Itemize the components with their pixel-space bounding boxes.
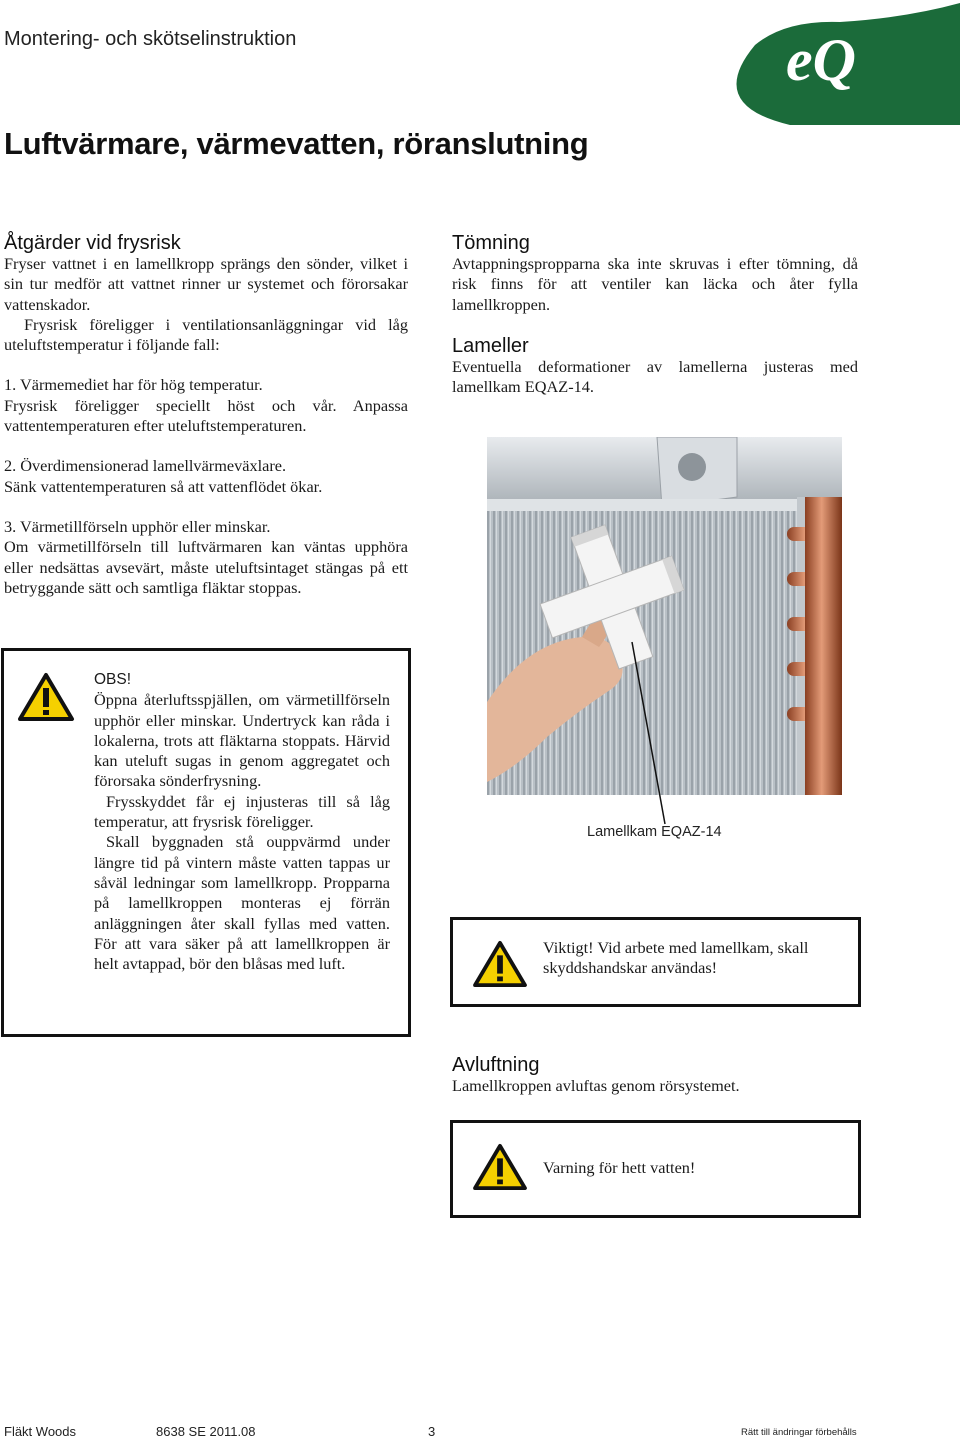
warning-triangle-icon [17, 672, 75, 722]
footer-rights: Rätt till ändringar förbehålls [741, 1427, 857, 1438]
obs-paragraph-3: Skall byggnaden stå ouppvärmd under längre tid på vintern måste vatten tappas ur såväl ledningar som lamellkropp. Propparna på lamellkroppen monteras ej förrän anläggningen åter skall fyllas med vatten. För att vara säker på att lamellkroppen är helt avtappad, bör den blåsas med luft. [94, 832, 390, 974]
frysrisk-item-1-title: 1. Värmemediet har för hög temperatur. [4, 375, 263, 395]
obs-text-block [94, 670, 390, 974]
varning-text-block [543, 1158, 843, 1178]
frysrisk-paragraph-1: Fryser vattnet i en lamellkropp sprängs den sönder, vilket i sin tur medför att vattnet rinner ur systemet och förorsakar vattenskador. [4, 254, 408, 314]
obs-label: OBS! [94, 671, 132, 688]
page-title: Luftvärmare, värmevatten, röranslutning [4, 126, 589, 161]
footer-doc-number: 8638 SE 2011.08 [156, 1424, 256, 1439]
frysrisk-section [4, 232, 408, 598]
lameller-heading: Lameller [452, 334, 529, 357]
tomning-section [452, 232, 858, 397]
avluftning-text: Lamellkroppen avluftas genom rörsystemet. [452, 1076, 740, 1095]
varning-text: Varning för hett vatten! [543, 1158, 696, 1177]
avluftning-section [452, 1054, 858, 1096]
frysrisk-paragraph-2: Frysrisk föreligger i ventilationsanläggningar vid låg uteluftstemperatur i följande fall: [4, 314, 408, 355]
avluftning-heading: Avluftning [452, 1054, 540, 1076]
lameller-text: Eventuella deformationer av lamellerna justeras med lamellkam EQAZ-14. [452, 356, 858, 397]
document-type-label: Montering- och skötselinstruktion [4, 28, 297, 50]
viktigt-text-block [543, 938, 843, 979]
eq-logo [730, 0, 960, 125]
tomning-heading: Tömning [452, 232, 530, 254]
frysrisk-item-2-text: Sänk vattentemperaturen så att vattenflödet ökar. [4, 476, 323, 496]
footer-page-number: 3 [428, 1424, 436, 1439]
viktigt-text: Viktigt! Vid arbete med lamellkam, skall skyddshandskar användas! [543, 938, 809, 978]
logo-text: eQ [786, 27, 856, 93]
frysrisk-item-1-text: Frysrisk föreligger speciellt höst och vår. Anpassa vattentemperaturen efter uteluftstemperaturen. [4, 395, 408, 436]
warning-triangle-icon [472, 1143, 528, 1191]
footer-company: Fläkt Woods [4, 1424, 77, 1439]
image-caption: Lamellkam EQAZ-14 [587, 824, 722, 840]
warning-triangle-icon [472, 940, 528, 988]
frysrisk-item-3-title: 3. Värmetillförseln upphör eller minskar. [4, 516, 271, 536]
tomning-text: Avtappningspropparna ska inte skruvas i efter tömning, då risk finns för att ventiler kan läcka och åter fylla lamellkroppen. [452, 254, 858, 314]
obs-paragraph-2: Frysskyddet får ej injusteras till så låg temperatur, att frysrisk föreligger. [94, 791, 390, 832]
callout-line [487, 437, 842, 827]
frysrisk-heading: Åtgärder vid frysrisk [4, 232, 181, 254]
frysrisk-item-2-title: 2. Överdimensionerad lamellvärmeväxlare. [4, 456, 287, 476]
obs-paragraph-1: Öppna återluftsspjällen, om värmetillförseln upphör eller minskar. Undertryck kan råda i lokalerna, trots att fläktarna stoppats. Härvid kan uteluft sugas in genom aggregatet och förorsaka sönderfrysning. [94, 690, 390, 791]
frysrisk-item-3-text: Om värmetillförseln till luftvärmaren kan väntas upphöra eller nedsättas avsevärt, måste uteluftsintaget stängas på ett betryggande sätt och samtliga fläktar stoppas. [4, 537, 408, 597]
